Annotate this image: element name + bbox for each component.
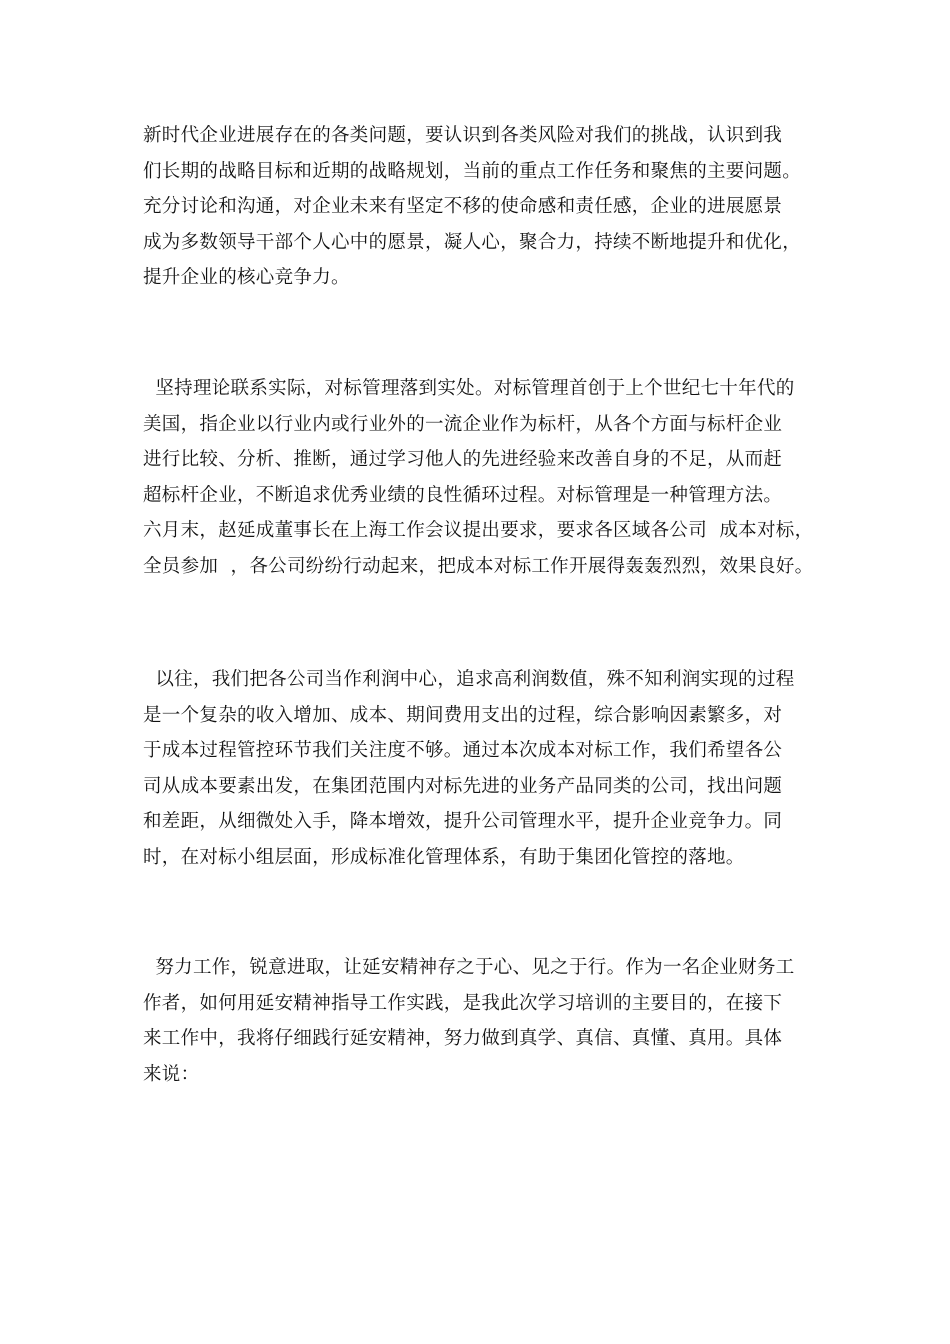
text-line: 成为多数领导干部个人心中的愿景，凝人心，聚合力，持续不断地提升和优化， bbox=[143, 231, 802, 253]
paragraph-3 bbox=[143, 662, 823, 876]
text-line: 是一个复杂的收入增加、成本、期间费用支出的过程，综合影响因素繁多，对 bbox=[143, 704, 783, 726]
text-line: 全员参加 ，各公司纷纷行动起来，把成本对标工作开展得轰轰烈烈，效果良好。 bbox=[143, 555, 814, 577]
text-line: 来说： bbox=[143, 1063, 200, 1085]
paragraph-2 bbox=[143, 371, 823, 585]
text-line: 超标杆企业，不断追求优秀业绩的良性循环过程。对标管理是一种管理方法。 bbox=[143, 484, 783, 506]
text-line: 于成本过程管控环节我们关注度不够。通过本次成本对标工作，我们希望各公 bbox=[143, 740, 783, 762]
text-line: 坚持理论联系实际，对标管理落到实处。对标管理首创于上个世纪七十年代的 bbox=[143, 378, 795, 399]
text-line: 以往，我们把各公司当作利润中心，追求高利润数值，殊不知利润实现的过程 bbox=[143, 669, 795, 690]
text-line: 们长期的战略目标和近期的战略规划，当前的重点工作任务和聚焦的主要问题。 bbox=[143, 160, 802, 182]
text-line: 新时代企业进展存在的各类问题，要认识到各类风险对我们的挑战，认识到我 bbox=[143, 125, 783, 146]
text-line: 作者，如何用延安精神指导工作实践，是我此次学习培训的主要目的，在接下 bbox=[143, 992, 783, 1014]
text-line: 充分讨论和沟通，对企业未来有坚定不移的使命感和责任感，企业的进展愿景 bbox=[143, 196, 783, 218]
paragraph-4 bbox=[143, 950, 823, 1092]
text-line: 司从成本要素出发，在集团范围内对标先进的业务产品同类的公司，找出问题 bbox=[143, 775, 783, 797]
text-line: 美国，指企业以行业内或行业外的一流企业作为标杆，从各个方面与标杆企业 bbox=[143, 413, 783, 435]
text-line: 时，在对标小组层面，形成标准化管理体系，有助于集团化管控的落地。 bbox=[143, 846, 745, 868]
text-line: 六月末，赵延成董事长在上海工作会议提出要求，要求各区域各公司 成本对标， bbox=[143, 520, 814, 542]
text-line: 进行比较、分析、推断，通过学习他人的先进经验来改善自身的不足，从而赶 bbox=[143, 449, 783, 471]
text-line: 来工作中，我将仔细践行延安精神，努力做到真学、真信、真懂、真用。具体 bbox=[143, 1028, 783, 1050]
paragraph-1 bbox=[143, 118, 823, 296]
text-line: 和差距，从细微处入手，降本增效，提升公司管理水平，提升企业竞争力。同 bbox=[143, 811, 783, 833]
text-line: 努力工作，锐意进取，让延安精神存之于心、见之于行。作为一名企业财务工 bbox=[143, 957, 795, 978]
text-line: 提升企业的核心竞争力。 bbox=[143, 267, 350, 289]
